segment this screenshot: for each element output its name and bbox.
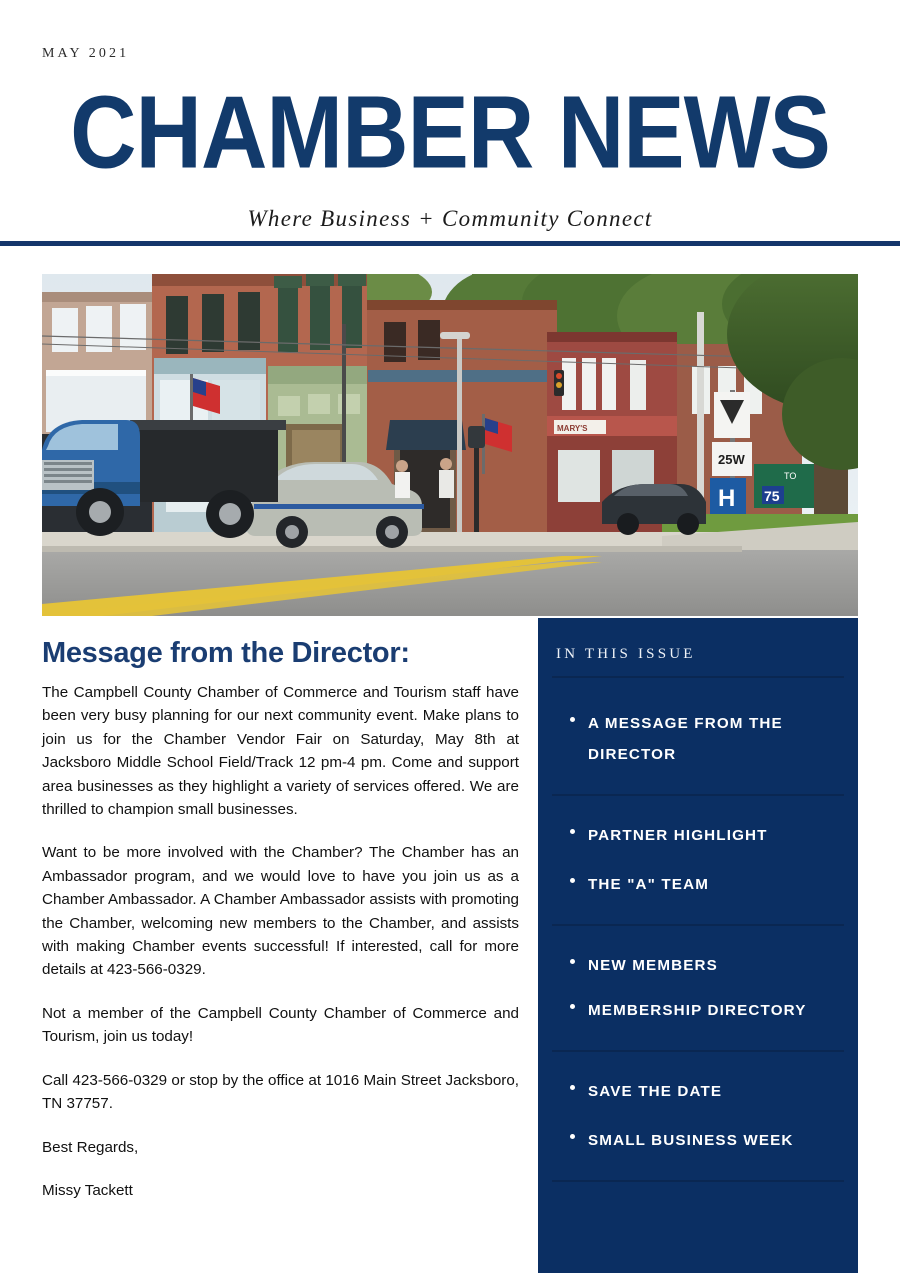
list-item[interactable] (538, 1125, 858, 1156)
bullet-icon (570, 959, 575, 964)
list-item[interactable] (538, 820, 858, 851)
issue-item-label: NEW MEMBERS (588, 957, 718, 974)
sidebar-heading: IN THIS ISSUE (556, 646, 696, 662)
issue-group (538, 708, 858, 770)
bullet-icon (570, 717, 575, 722)
masthead-divider (0, 241, 900, 246)
list-item[interactable] (538, 995, 858, 1026)
issue-item-label: PARTNER HIGHLIGHT (588, 827, 768, 844)
bullet-icon (570, 878, 575, 883)
list-item[interactable] (538, 1076, 858, 1107)
bullet-icon (570, 1004, 575, 1009)
bullet-icon (570, 1085, 575, 1090)
issue-item-label: SAVE THE DATE (588, 1083, 723, 1100)
article-heading: Message from the Director: (42, 637, 410, 669)
article-signoff: Best Regards, (42, 1138, 139, 1156)
issue-item-label: MEMBERSHIP DIRECTORY (588, 1002, 807, 1019)
issue-item-label: THE "A" TEAM (588, 876, 710, 893)
issue-group (538, 1076, 858, 1156)
issue-contents-list (538, 676, 858, 1182)
bullet-icon (570, 1134, 575, 1139)
article-paragraph-4: Call 423-566-0329 or stop by the office at 1016 Main Street Jacksboro, TN 37757. (42, 1071, 519, 1113)
masthead-tagline: Where Business + Community Connect (247, 206, 653, 231)
article-paragraph-3: Not a member of the Campbell County Chamber of Commerce and Tourism, join us today! (42, 1004, 519, 1046)
director-message-article (42, 636, 519, 1222)
hero-photo-main-street (42, 274, 858, 616)
issue-group (538, 950, 858, 1026)
issue-date: MAY 2021 (42, 46, 130, 61)
svg-text:MARY'S: MARY'S (557, 424, 588, 433)
list-item[interactable] (538, 869, 858, 900)
bullet-icon (570, 829, 575, 834)
svg-text:TO: TO (784, 471, 797, 481)
svg-text:H: H (718, 485, 736, 512)
issue-item-label: A MESSAGE FROM THE DIRECTOR (588, 715, 783, 763)
issue-item-label: SMALL BUSINESS WEEK (588, 1132, 794, 1149)
svg-text:25W: 25W (718, 452, 745, 467)
list-item[interactable] (538, 950, 858, 981)
masthead (0, 0, 900, 246)
issue-group (538, 820, 858, 900)
in-this-issue-sidebar (538, 618, 858, 1273)
sidebar-divider (552, 1180, 844, 1182)
svg-text:75: 75 (764, 488, 780, 504)
article-paragraph-2: Want to be more involved with the Chamber? The Chamber has an Ambassador program, and we would love to have you join us as a Chamber Ambassador. A Chamber Ambassador assists with promoting the Chamber, welcoming new members to the Chamber, and assists with making Chamber events successful! If interested, call for more details at 423-566-0329. (42, 844, 519, 979)
article-signer: Missy Tackett (42, 1181, 133, 1199)
list-item[interactable] (538, 708, 858, 770)
page-title: CHAMBER NEWS (70, 75, 830, 190)
article-paragraph-1: The Campbell County Chamber of Commerce and Tourism staff have been very busy planning for our next community event. Make plans to join us for the Chamber Vendor Fair on Saturday, May 8th at Jacksboro Middle School Field/Track 12 pm-4 pm. Come and support area businesses as they highlight a variety of services offered. We are thrilled to champion small businesses. (42, 684, 519, 819)
